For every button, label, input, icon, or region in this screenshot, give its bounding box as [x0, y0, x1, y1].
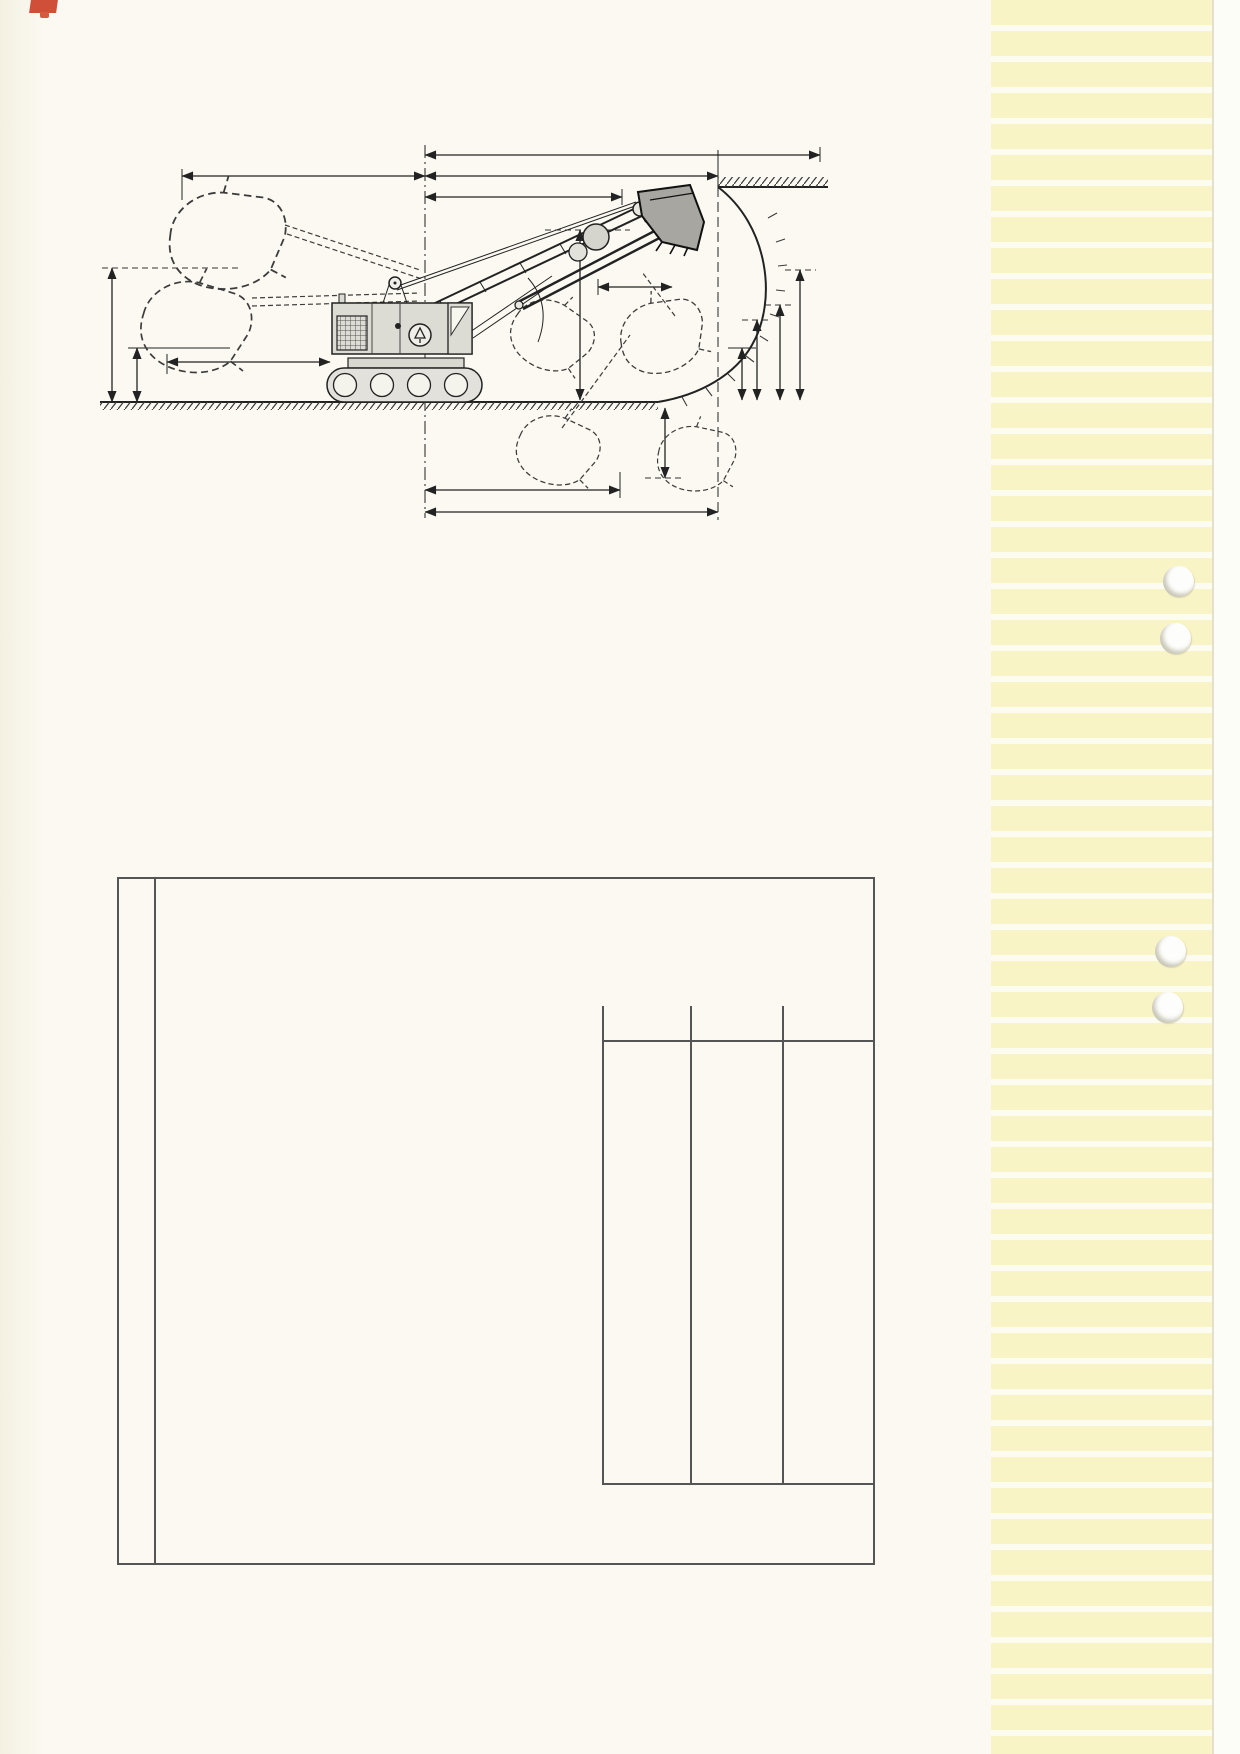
table-gridline: [154, 879, 156, 1563]
shovel-bucket: [638, 185, 704, 250]
table-gridline: [602, 1006, 604, 1485]
red-corner-tab-fragment: [40, 12, 49, 18]
punch-hole: [1160, 623, 1191, 654]
table-gridline: [602, 1483, 873, 1485]
engine-grille: [337, 316, 367, 350]
table-gridline: [782, 1006, 784, 1485]
excavator-dimension-diagram: [90, 130, 830, 550]
page-right-edge: [1212, 0, 1240, 1754]
punch-hole: [1152, 992, 1183, 1023]
punch-hole: [1163, 566, 1194, 597]
punch-hole: [1155, 936, 1186, 967]
table-gridline: [690, 1006, 692, 1485]
table-gridline: [602, 1040, 873, 1042]
binder-stripe-edge: [991, 0, 1212, 1754]
spec-table: [117, 877, 875, 1565]
